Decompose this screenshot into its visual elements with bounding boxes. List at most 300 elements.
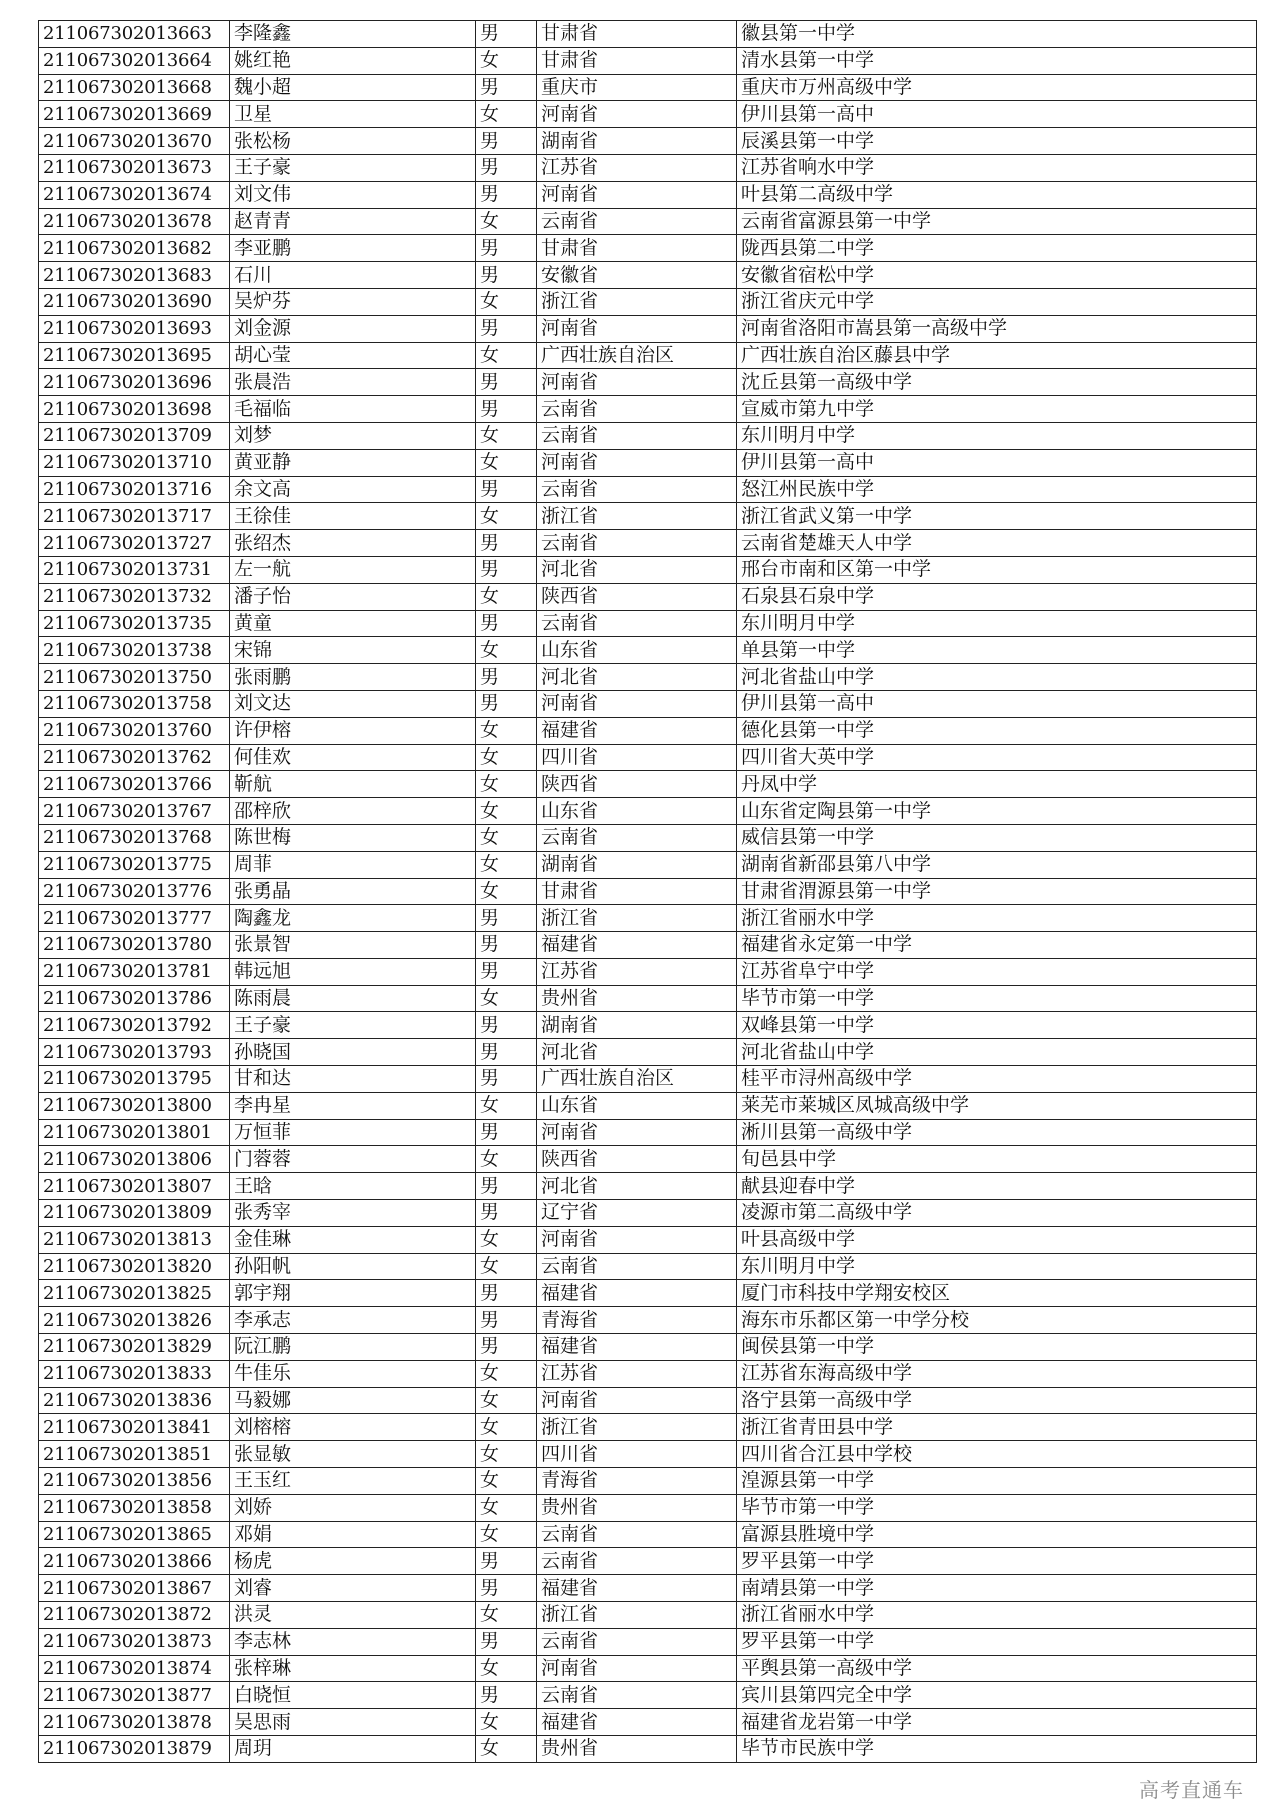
cell-province: 浙江省 (537, 503, 737, 530)
cell-school: 东川明月中学 (737, 422, 1257, 449)
cell-province: 河南省 (537, 1226, 737, 1253)
cell-name: 李冉星 (230, 1092, 476, 1119)
cell-name: 万恒菲 (230, 1119, 476, 1146)
cell-gender: 女 (476, 851, 537, 878)
cell-name: 张勇晶 (230, 878, 476, 905)
cell-id: 211067302013813 (39, 1226, 230, 1253)
cell-id: 211067302013780 (39, 932, 230, 959)
cell-id: 211067302013673 (39, 154, 230, 181)
cell-province: 福建省 (537, 717, 737, 744)
cell-gender: 女 (476, 637, 537, 664)
cell-school: 伊川县第一高中 (737, 690, 1257, 717)
cell-id: 211067302013670 (39, 128, 230, 155)
cell-name: 刘梦 (230, 422, 476, 449)
cell-name: 靳航 (230, 771, 476, 798)
table-row (39, 47, 1257, 74)
cell-id: 211067302013682 (39, 235, 230, 262)
cell-name: 周玥 (230, 1736, 476, 1763)
table-row (39, 1548, 1257, 1575)
cell-school: 洛宁县第一高级中学 (737, 1387, 1257, 1414)
cell-id: 211067302013786 (39, 985, 230, 1012)
cell-province: 云南省 (537, 1628, 737, 1655)
cell-school: 陇西县第二中学 (737, 235, 1257, 262)
cell-id: 211067302013865 (39, 1521, 230, 1548)
cell-name: 许伊榕 (230, 717, 476, 744)
cell-id: 211067302013668 (39, 74, 230, 101)
table-row (39, 1173, 1257, 1200)
cell-name: 刘文达 (230, 690, 476, 717)
cell-province: 安徽省 (537, 262, 737, 289)
table-row (39, 154, 1257, 181)
cell-school: 献县迎春中学 (737, 1173, 1257, 1200)
table-row (39, 1226, 1257, 1253)
cell-school: 双峰县第一中学 (737, 1012, 1257, 1039)
table-row (39, 798, 1257, 825)
cell-province: 河南省 (537, 369, 737, 396)
cell-school: 丹凤中学 (737, 771, 1257, 798)
cell-school: 四川省合江县中学校 (737, 1441, 1257, 1468)
cell-name: 阮江鹏 (230, 1334, 476, 1361)
cell-id: 211067302013690 (39, 288, 230, 315)
cell-school: 石泉县石泉中学 (737, 583, 1257, 610)
cell-gender: 女 (476, 717, 537, 744)
cell-id: 211067302013716 (39, 476, 230, 503)
table-row (39, 449, 1257, 476)
cell-school: 单县第一中学 (737, 637, 1257, 664)
cell-school: 浙江省青田县中学 (737, 1414, 1257, 1441)
cell-province: 贵州省 (537, 985, 737, 1012)
table-row (39, 1092, 1257, 1119)
cell-name: 吴炉芬 (230, 288, 476, 315)
cell-province: 湖南省 (537, 128, 737, 155)
table-row (39, 851, 1257, 878)
cell-name: 潘子怡 (230, 583, 476, 610)
cell-school: 河北省盐山中学 (737, 664, 1257, 691)
cell-province: 江苏省 (537, 1360, 737, 1387)
cell-school: 清水县第一中学 (737, 47, 1257, 74)
cell-province: 山东省 (537, 637, 737, 664)
cell-province: 河南省 (537, 181, 737, 208)
cell-school: 毕节市民族中学 (737, 1736, 1257, 1763)
cell-gender: 男 (476, 1012, 537, 1039)
cell-name: 卫星 (230, 101, 476, 128)
cell-name: 白晓恒 (230, 1682, 476, 1709)
cell-gender: 男 (476, 1119, 537, 1146)
table-row (39, 958, 1257, 985)
table-row (39, 771, 1257, 798)
cell-province: 云南省 (537, 610, 737, 637)
cell-name: 赵青青 (230, 208, 476, 235)
cell-name: 甘和达 (230, 1066, 476, 1093)
cell-id: 211067302013851 (39, 1441, 230, 1468)
cell-id: 211067302013762 (39, 744, 230, 771)
table-row (39, 1387, 1257, 1414)
cell-id: 211067302013698 (39, 396, 230, 423)
cell-gender: 女 (476, 1602, 537, 1629)
cell-name: 李亚鹏 (230, 235, 476, 262)
cell-id: 211067302013833 (39, 1360, 230, 1387)
cell-id: 211067302013866 (39, 1548, 230, 1575)
cell-name: 余文高 (230, 476, 476, 503)
cell-school: 伊川县第一高中 (737, 101, 1257, 128)
cell-gender: 女 (476, 744, 537, 771)
table-row (39, 717, 1257, 744)
cell-province: 浙江省 (537, 1602, 737, 1629)
cell-name: 张晨浩 (230, 369, 476, 396)
cell-gender: 男 (476, 74, 537, 101)
table-row (39, 690, 1257, 717)
cell-id: 211067302013674 (39, 181, 230, 208)
cell-province: 广西壮族自治区 (537, 1066, 737, 1093)
cell-name: 吴思雨 (230, 1709, 476, 1736)
cell-school: 四川省大英中学 (737, 744, 1257, 771)
cell-gender: 女 (476, 1521, 537, 1548)
cell-gender: 女 (476, 449, 537, 476)
cell-province: 浙江省 (537, 905, 737, 932)
cell-name: 王徐佳 (230, 503, 476, 530)
cell-school: 甘肃省渭源县第一中学 (737, 878, 1257, 905)
cell-gender: 男 (476, 1307, 537, 1334)
cell-province: 云南省 (537, 530, 737, 557)
cell-gender: 男 (476, 1280, 537, 1307)
cell-id: 211067302013683 (39, 262, 230, 289)
cell-id: 211067302013879 (39, 1736, 230, 1763)
cell-id: 211067302013767 (39, 798, 230, 825)
cell-gender: 女 (476, 583, 537, 610)
cell-school: 叶县高级中学 (737, 1226, 1257, 1253)
table-row (39, 932, 1257, 959)
cell-school: 江苏省阜宁中学 (737, 958, 1257, 985)
cell-school: 东川明月中学 (737, 1253, 1257, 1280)
cell-name: 张绍杰 (230, 530, 476, 557)
table-row (39, 396, 1257, 423)
cell-name: 金佳琳 (230, 1226, 476, 1253)
cell-id: 211067302013829 (39, 1334, 230, 1361)
cell-name: 邵梓欣 (230, 798, 476, 825)
table-row (39, 1709, 1257, 1736)
cell-province: 云南省 (537, 824, 737, 851)
cell-province: 云南省 (537, 476, 737, 503)
cell-name: 张梓琳 (230, 1655, 476, 1682)
cell-school: 罗平县第一中学 (737, 1628, 1257, 1655)
cell-gender: 女 (476, 1253, 537, 1280)
table-row (39, 74, 1257, 101)
table-row (39, 422, 1257, 449)
cell-gender: 男 (476, 1628, 537, 1655)
cell-gender: 男 (476, 315, 537, 342)
cell-province: 浙江省 (537, 288, 737, 315)
table-row (39, 1360, 1257, 1387)
cell-gender: 男 (476, 690, 537, 717)
cell-province: 福建省 (537, 1575, 737, 1602)
cell-id: 211067302013664 (39, 47, 230, 74)
cell-province: 云南省 (537, 1521, 737, 1548)
table-row (39, 905, 1257, 932)
cell-school: 淅川县第一高级中学 (737, 1119, 1257, 1146)
cell-school: 江苏省东海高级中学 (737, 1360, 1257, 1387)
cell-name: 刘金源 (230, 315, 476, 342)
cell-school: 东川明月中学 (737, 610, 1257, 637)
cell-id: 211067302013781 (39, 958, 230, 985)
cell-province: 四川省 (537, 1441, 737, 1468)
cell-province: 福建省 (537, 1709, 737, 1736)
cell-id: 211067302013825 (39, 1280, 230, 1307)
cell-school: 厦门市科技中学翔安校区 (737, 1280, 1257, 1307)
cell-province: 广西壮族自治区 (537, 342, 737, 369)
cell-name: 杨虎 (230, 1548, 476, 1575)
cell-province: 云南省 (537, 1548, 737, 1575)
cell-name: 黄童 (230, 610, 476, 637)
cell-gender: 女 (476, 208, 537, 235)
table-row (39, 1012, 1257, 1039)
cell-school: 平舆县第一高级中学 (737, 1655, 1257, 1682)
cell-id: 211067302013801 (39, 1119, 230, 1146)
cell-gender: 女 (476, 771, 537, 798)
cell-province: 河南省 (537, 101, 737, 128)
cell-gender: 女 (476, 1494, 537, 1521)
cell-school: 河南省洛阳市嵩县第一高级中学 (737, 315, 1257, 342)
cell-name: 门蓉蓉 (230, 1146, 476, 1173)
cell-gender: 女 (476, 422, 537, 449)
cell-name: 刘睿 (230, 1575, 476, 1602)
cell-id: 211067302013836 (39, 1387, 230, 1414)
cell-school: 浙江省丽水中学 (737, 1602, 1257, 1629)
table-row (39, 664, 1257, 691)
cell-id: 211067302013858 (39, 1494, 230, 1521)
table-row (39, 1200, 1257, 1227)
cell-school: 毕节市第一中学 (737, 985, 1257, 1012)
table-row (39, 1682, 1257, 1709)
table-row (39, 1736, 1257, 1763)
cell-school: 福建省永定第一中学 (737, 932, 1257, 959)
cell-province: 河南省 (537, 315, 737, 342)
cell-id: 211067302013877 (39, 1682, 230, 1709)
table-row (39, 530, 1257, 557)
table-row (39, 208, 1257, 235)
cell-id: 211067302013776 (39, 878, 230, 905)
cell-name: 魏小超 (230, 74, 476, 101)
cell-school: 怒江州民族中学 (737, 476, 1257, 503)
cell-id: 211067302013750 (39, 664, 230, 691)
cell-school: 毕节市第一中学 (737, 1494, 1257, 1521)
table-row (39, 288, 1257, 315)
table-row (39, 1655, 1257, 1682)
cell-province: 云南省 (537, 208, 737, 235)
cell-id: 211067302013793 (39, 1039, 230, 1066)
cell-gender: 男 (476, 1548, 537, 1575)
cell-id: 211067302013795 (39, 1066, 230, 1093)
table-row (39, 1066, 1257, 1093)
cell-province: 河南省 (537, 690, 737, 717)
cell-province: 甘肃省 (537, 47, 737, 74)
cell-name: 李隆鑫 (230, 21, 476, 48)
cell-name: 王子豪 (230, 1012, 476, 1039)
cell-school: 浙江省庆元中学 (737, 288, 1257, 315)
cell-gender: 男 (476, 262, 537, 289)
table-row (39, 1468, 1257, 1495)
cell-gender: 男 (476, 932, 537, 959)
cell-school: 河北省盐山中学 (737, 1039, 1257, 1066)
table-row (39, 1441, 1257, 1468)
cell-gender: 男 (476, 1066, 537, 1093)
table-row (39, 21, 1257, 48)
cell-id: 211067302013807 (39, 1173, 230, 1200)
cell-gender: 女 (476, 47, 537, 74)
cell-province: 福建省 (537, 1334, 737, 1361)
cell-school: 德化县第一中学 (737, 717, 1257, 744)
cell-province: 湖南省 (537, 1012, 737, 1039)
cell-province: 陕西省 (537, 583, 737, 610)
cell-gender: 女 (476, 985, 537, 1012)
cell-school: 重庆市万州高级中学 (737, 74, 1257, 101)
cell-id: 211067302013695 (39, 342, 230, 369)
cell-school: 伊川县第一高中 (737, 449, 1257, 476)
cell-name: 王子豪 (230, 154, 476, 181)
cell-name: 马毅娜 (230, 1387, 476, 1414)
cell-name: 韩远旭 (230, 958, 476, 985)
cell-id: 211067302013709 (39, 422, 230, 449)
cell-name: 何佳欢 (230, 744, 476, 771)
cell-gender: 男 (476, 958, 537, 985)
table-row (39, 262, 1257, 289)
table-row (39, 1602, 1257, 1629)
cell-gender: 女 (476, 1468, 537, 1495)
table-row (39, 610, 1257, 637)
cell-province: 河南省 (537, 1387, 737, 1414)
cell-id: 211067302013710 (39, 449, 230, 476)
cell-school: 福建省龙岩第一中学 (737, 1709, 1257, 1736)
cell-name: 郭宇翔 (230, 1280, 476, 1307)
cell-name: 邓娟 (230, 1521, 476, 1548)
table-row (39, 369, 1257, 396)
cell-province: 陕西省 (537, 771, 737, 798)
cell-id: 211067302013768 (39, 824, 230, 851)
cell-gender: 女 (476, 342, 537, 369)
roster-body (39, 21, 1257, 1763)
cell-name: 张雨鹏 (230, 664, 476, 691)
table-row (39, 1039, 1257, 1066)
cell-province: 河北省 (537, 664, 737, 691)
table-row (39, 315, 1257, 342)
table-row (39, 128, 1257, 155)
cell-school: 云南省楚雄天人中学 (737, 530, 1257, 557)
cell-gender: 男 (476, 476, 537, 503)
cell-province: 重庆市 (537, 74, 737, 101)
cell-gender: 男 (476, 905, 537, 932)
cell-gender: 男 (476, 1334, 537, 1361)
cell-id: 211067302013738 (39, 637, 230, 664)
cell-gender: 女 (476, 1736, 537, 1763)
cell-id: 211067302013732 (39, 583, 230, 610)
table-row (39, 1119, 1257, 1146)
cell-province: 河南省 (537, 449, 737, 476)
cell-school: 安徽省宿松中学 (737, 262, 1257, 289)
cell-gender: 女 (476, 503, 537, 530)
cell-gender: 男 (476, 1200, 537, 1227)
cell-province: 河南省 (537, 1119, 737, 1146)
cell-school: 湖南省新邵县第八中学 (737, 851, 1257, 878)
cell-school: 叶县第二高级中学 (737, 181, 1257, 208)
cell-name: 宋锦 (230, 637, 476, 664)
cell-id: 211067302013867 (39, 1575, 230, 1602)
cell-id: 211067302013878 (39, 1709, 230, 1736)
cell-gender: 男 (476, 154, 537, 181)
cell-name: 姚红艳 (230, 47, 476, 74)
cell-school: 湟源县第一中学 (737, 1468, 1257, 1495)
cell-gender: 男 (476, 128, 537, 155)
cell-id: 211067302013731 (39, 556, 230, 583)
cell-school: 云南省富源县第一中学 (737, 208, 1257, 235)
cell-id: 211067302013826 (39, 1307, 230, 1334)
cell-name: 陈世梅 (230, 824, 476, 851)
cell-name: 刘榕榕 (230, 1414, 476, 1441)
watermark-text: 高考直通车 (1139, 1778, 1244, 1802)
cell-school: 邢台市南和区第一中学 (737, 556, 1257, 583)
cell-province: 贵州省 (537, 1494, 737, 1521)
cell-gender: 男 (476, 610, 537, 637)
cell-province: 云南省 (537, 422, 737, 449)
cell-id: 211067302013820 (39, 1253, 230, 1280)
cell-province: 福建省 (537, 1280, 737, 1307)
cell-province: 青海省 (537, 1307, 737, 1334)
cell-province: 四川省 (537, 744, 737, 771)
cell-name: 张松杨 (230, 128, 476, 155)
cell-id: 211067302013760 (39, 717, 230, 744)
cell-province: 江苏省 (537, 958, 737, 985)
cell-name: 洪灵 (230, 1602, 476, 1629)
cell-province: 云南省 (537, 396, 737, 423)
cell-id: 211067302013806 (39, 1146, 230, 1173)
cell-name: 陈雨晨 (230, 985, 476, 1012)
cell-id: 211067302013856 (39, 1468, 230, 1495)
cell-school: 桂平市浔州高级中学 (737, 1066, 1257, 1093)
cell-id: 211067302013800 (39, 1092, 230, 1119)
cell-id: 211067302013777 (39, 905, 230, 932)
cell-name: 陶鑫龙 (230, 905, 476, 932)
cell-gender: 女 (476, 878, 537, 905)
cell-school: 辰溪县第一中学 (737, 128, 1257, 155)
cell-name: 周菲 (230, 851, 476, 878)
cell-id: 211067302013678 (39, 208, 230, 235)
cell-province: 河北省 (537, 1039, 737, 1066)
cell-gender: 男 (476, 1173, 537, 1200)
table-row (39, 1628, 1257, 1655)
cell-name: 张景智 (230, 932, 476, 959)
cell-province: 江苏省 (537, 154, 737, 181)
cell-name: 牛佳乐 (230, 1360, 476, 1387)
cell-province: 云南省 (537, 1682, 737, 1709)
cell-province: 河北省 (537, 1173, 737, 1200)
cell-name: 刘娇 (230, 1494, 476, 1521)
cell-id: 211067302013872 (39, 1602, 230, 1629)
table-row (39, 583, 1257, 610)
cell-school: 威信县第一中学 (737, 824, 1257, 851)
table-row (39, 503, 1257, 530)
cell-id: 211067302013792 (39, 1012, 230, 1039)
cell-province: 山东省 (537, 1092, 737, 1119)
table-row (39, 878, 1257, 905)
cell-province: 陕西省 (537, 1146, 737, 1173)
cell-name: 王晗 (230, 1173, 476, 1200)
table-row (39, 1146, 1257, 1173)
table-row (39, 1575, 1257, 1602)
cell-school: 徽县第一中学 (737, 21, 1257, 48)
cell-province: 甘肃省 (537, 878, 737, 905)
cell-id: 211067302013758 (39, 690, 230, 717)
table-row (39, 637, 1257, 664)
cell-province: 贵州省 (537, 1736, 737, 1763)
cell-id: 211067302013809 (39, 1200, 230, 1227)
